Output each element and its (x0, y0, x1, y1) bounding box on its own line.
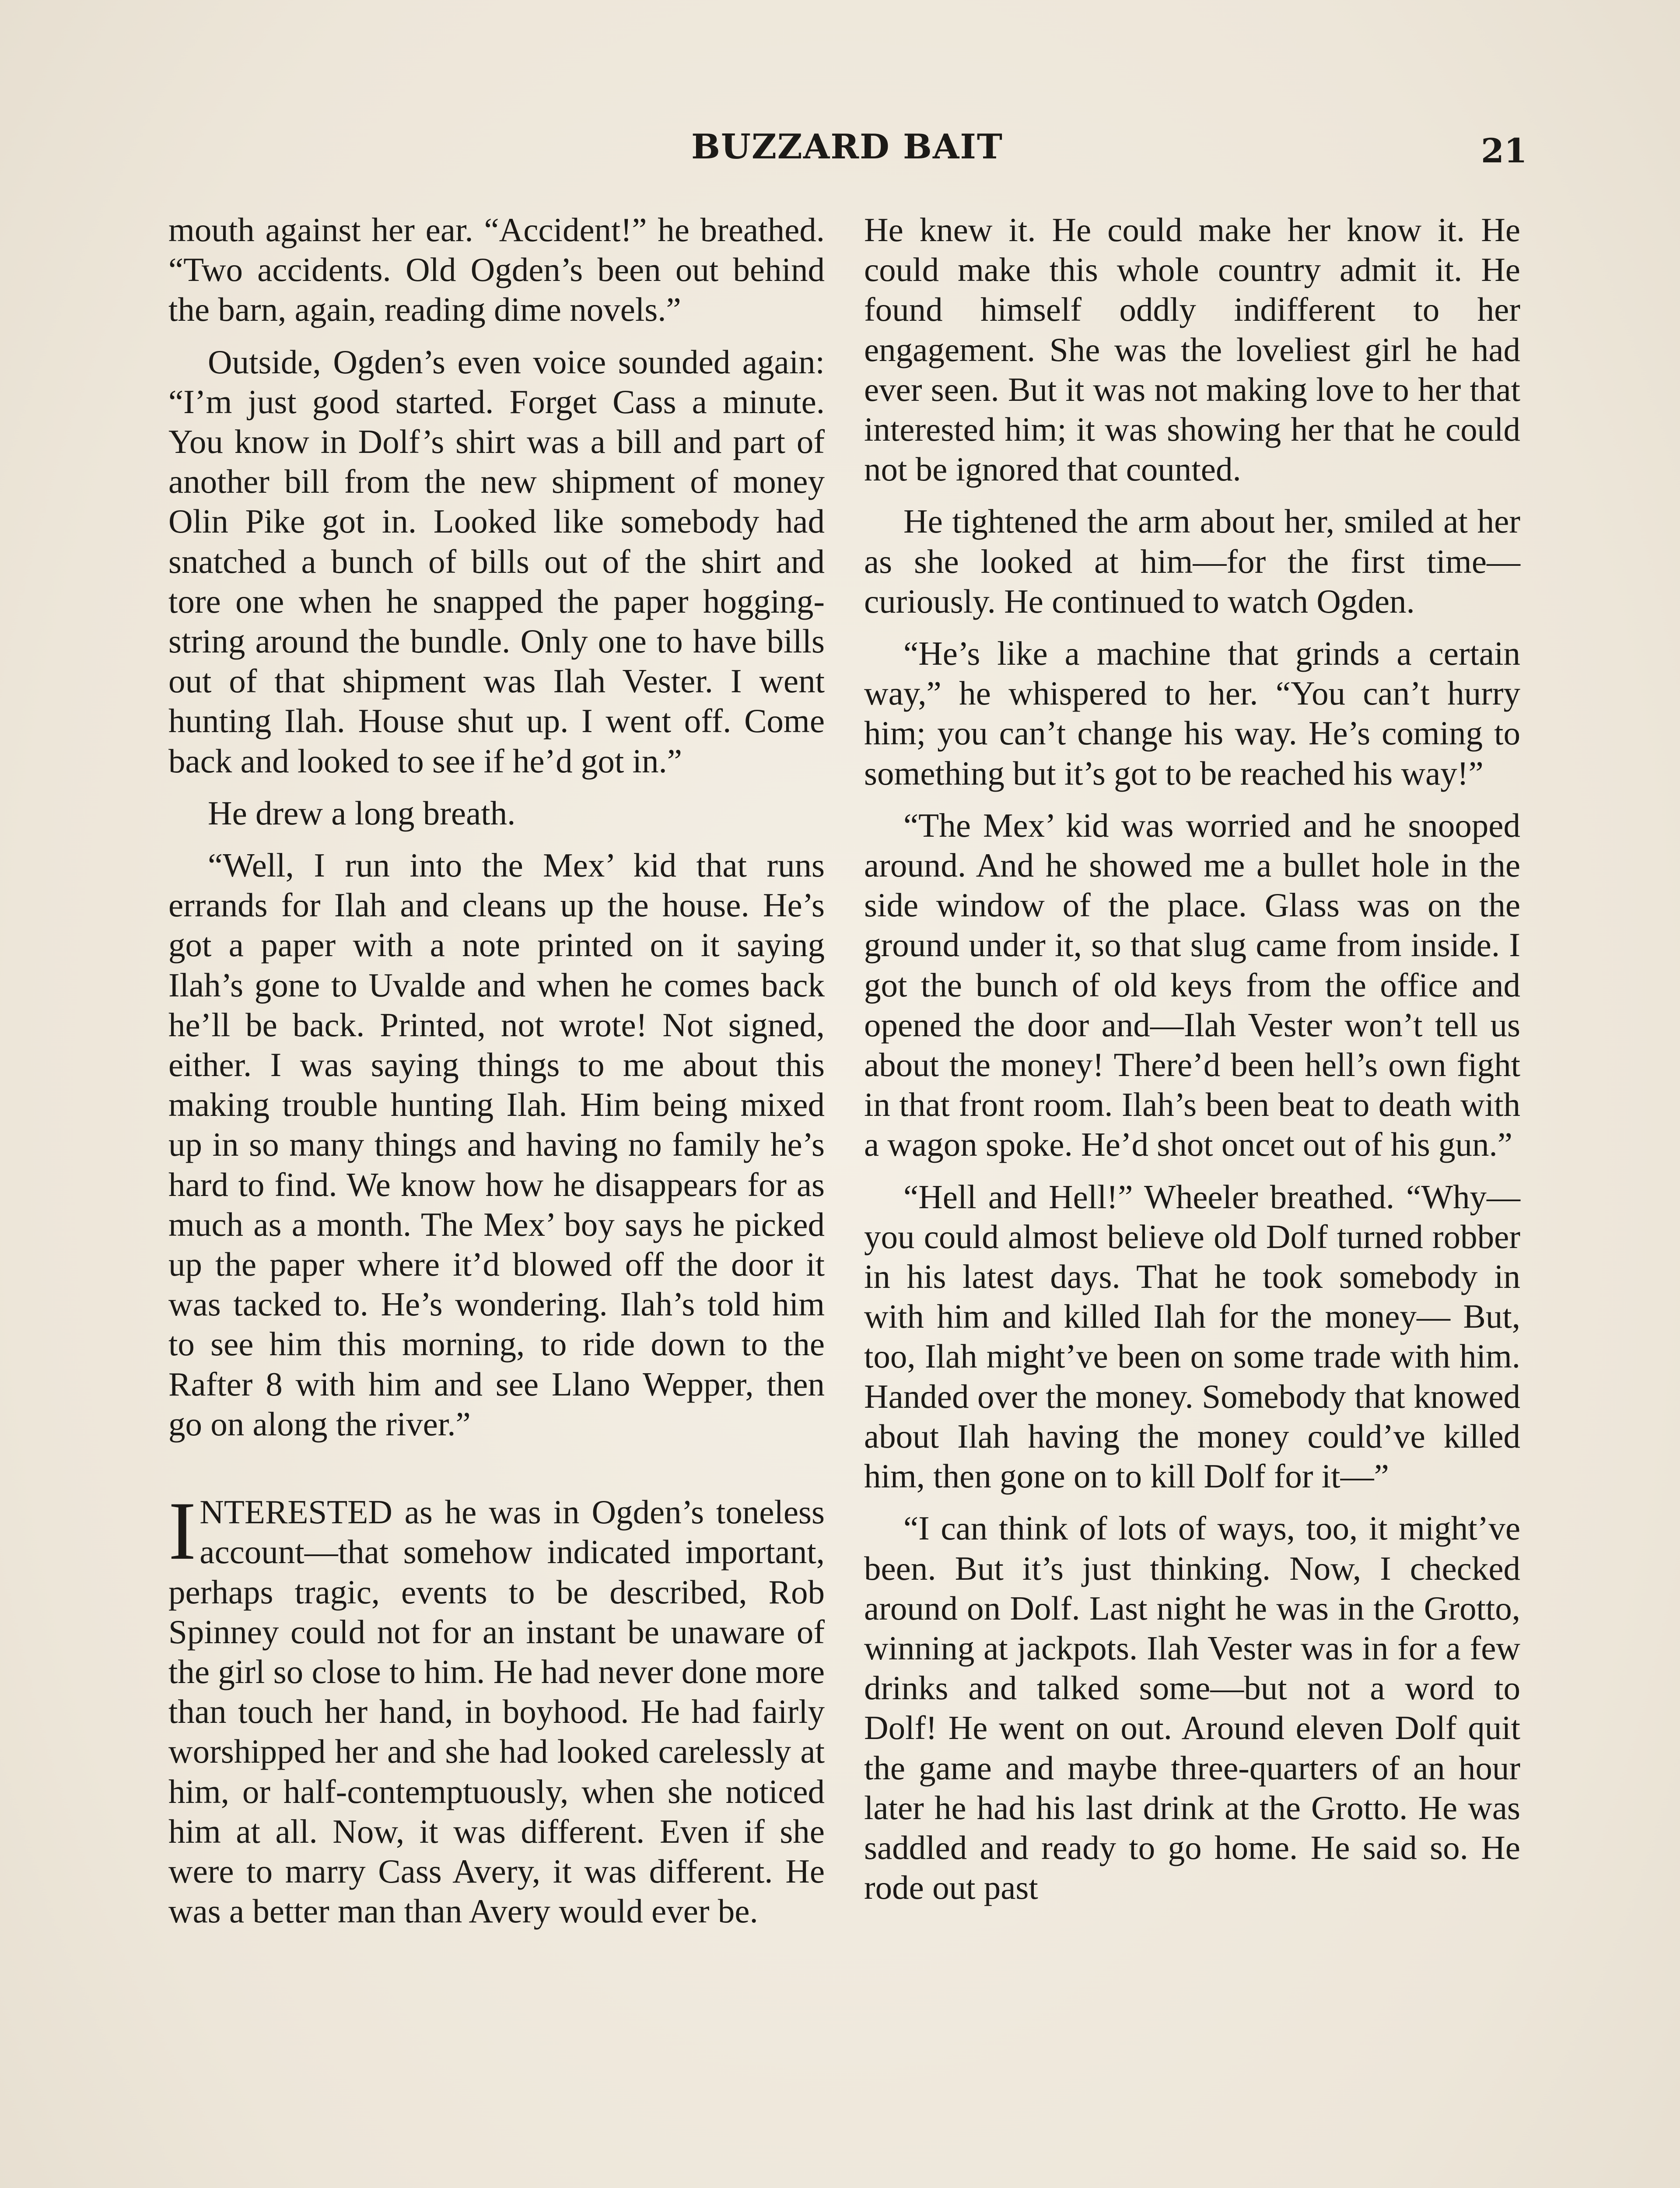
paragraph: mouth against her ear. “Accident!” he breathed. “Two accidents. Old Ogden’s been out behind the barn, again, reading dime novels.” (168, 211, 825, 329)
left-column (168, 210, 825, 1943)
section-paragraph: INTERESTED as he was in Ogden’s toneless account—that somehow indicated important, perhaps tragic, events to be described, Rob Spinney could not for an instant be unaware of the girl so close to him. He had never done more than touch her hand, in boyhood. He had fairly worshipped her and she had looked carelessly at him, or half-contemptuously, when she noticed him at all. Now, it was different. Even if she were to marry Cass Avery, it was different. He was a better man than Avery would ever be. (168, 1485, 825, 1930)
paragraph: “Hell and Hell!” Wheeler breathed. “Why—you could almost believe old Dolf turned robber in his latest days. That he took somebody in with him and killed Ilah for the money— But, too, Ilah might’ve been on some trade with him. Handed over the money. Somebody that knowed about Ilah having the money could’ve killed him, then gone on to kill Dolf for it—” (864, 1178, 1520, 1495)
paragraph: He drew a long breath. (208, 794, 516, 832)
paragraph: “Well, I run into the Mex’ kid that runs errands for Ilah and cleans up the house. He’s got a paper with a note printed on it saying Ilah’s gone to Uvalde and when he comes back he’ll be back. Printed, not wrote! Not signed, either. I was saying things to me about this making trouble hunting Ilah. Him being mixed up in so many things and having no family he’s hard to find. We know how he disappears for as much as a month. The Mex’ boy says he picked up the paper where it’d blowed off the door it was tacked to. He’s wondering. Ilah’s told him to see him this morning, to ride down to the Rafter 8 with him and see Llano Wepper, then go on along the river.” (168, 846, 825, 1443)
paragraph: Outside, Ogden’s even voice sounded again: “I’m just good started. Forget Cass a minute. You know in Dolf’s shirt was a bill and part of another bill from the new shipment of money Olin Pike got in. Looked like somebody had snatched a bunch of bills out of the shirt and tore one when he snapped the paper hogging-string around the bundle. Only one to have bills out of that shipment was Ilah Vester. I went hunting Ilah. House shut up. I went off. Come back and looked to see if he’d got in.” (168, 343, 825, 780)
paragraph: He tightened the arm about her, smiled at her as she looked at him—for the first time—curiously. He continued to watch Ogden. (864, 502, 1520, 620)
paragraph: He knew it. He could make her know it. He could make this whole country admit it. He found himself oddly indifferent to her engagement. She was the loveliest girl he had ever seen. But it was not making love to her that interested him; it was showing her that he could not be ignored that counted. (864, 211, 1520, 488)
page-number: 21 (1481, 131, 1527, 170)
paragraph: “I can think of lots of ways, too, it might’ve been. But it’s just thinking. Now, I checked around on Dolf. Last night he was in the Grotto, winning at jackpots. Ilah Vester was in for a few drinks and talked some—but not a word to Dolf! He went on out. Around eleven Dolf quit the game and maybe three-quarters of an hour later he had his last drink at the Grotto. He was saddled and ready to go home. He said so. He rode out past (864, 1509, 1520, 1907)
paragraph: “The Mex’ kid was worried and he snooped around. And he showed me a bullet hole in the side window of the place. Glass was on the ground under it, so that slug came from inside. I got the bunch of old keys from the office and opened the door and—Ilah Vester won’t tell us about the money! There’d been hell’s own fight in that front room. Ilah’s been beat to death with a wagon spoke. He’d shot oncet out of his gun.” (864, 806, 1520, 1164)
running-title: BUZZARD BAIT (691, 127, 1003, 167)
right-column (864, 210, 1520, 1920)
paragraph: “He’s like a machine that grinds a certain way,” he whispered to her. “You can’t hurry him; you can’t change his way. He’s coming to something but it’s got to be reached his way!” (864, 635, 1520, 792)
